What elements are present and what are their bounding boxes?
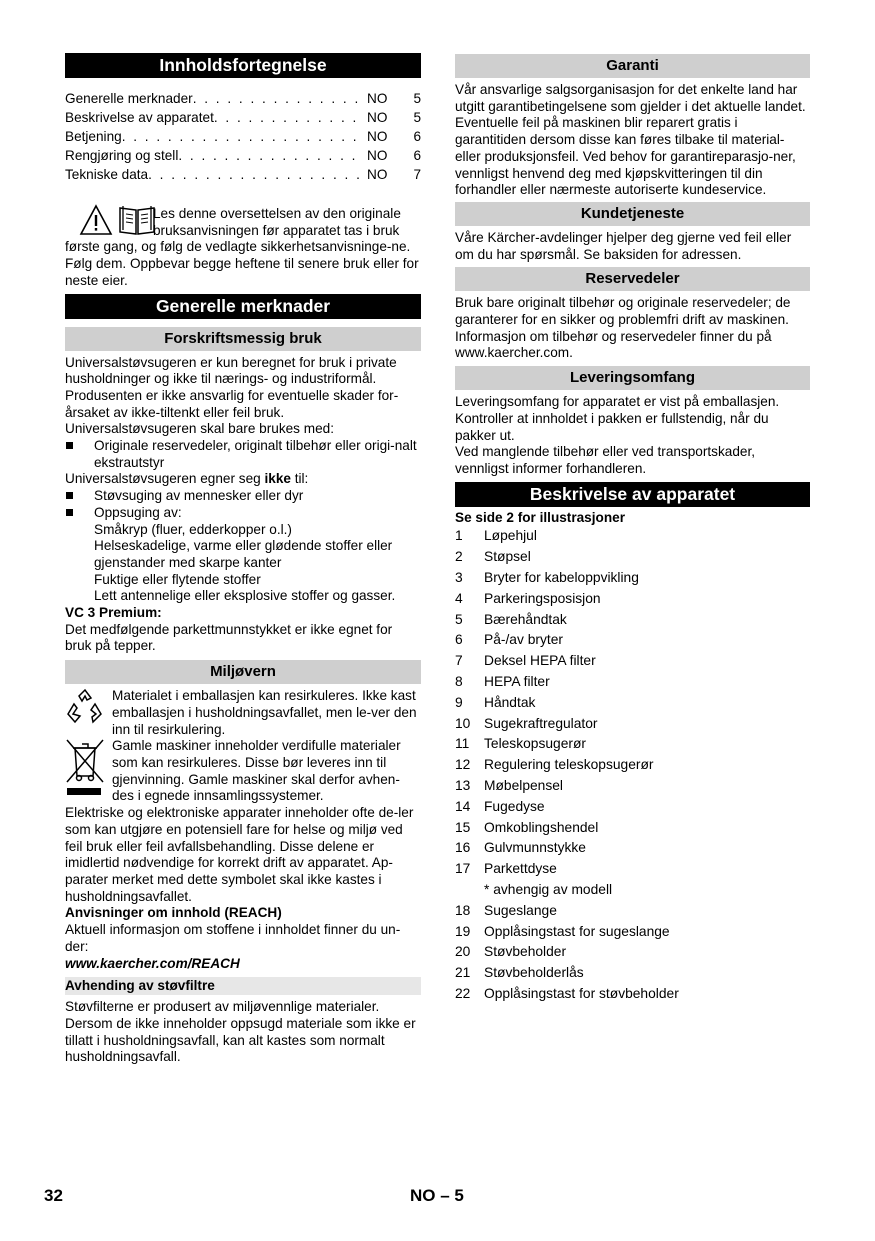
warning-triangle-icon bbox=[79, 204, 113, 236]
list-item-number: 10 bbox=[455, 715, 471, 731]
list-item-label: HEPA filter bbox=[484, 673, 550, 689]
list-item-label: Møbelpensel bbox=[484, 777, 563, 793]
list-item bbox=[455, 901, 810, 922]
list-item bbox=[455, 734, 810, 755]
list-item bbox=[455, 797, 810, 818]
reach-text: Aktuell informasjon om stoffene i innholdet finner du un-der: bbox=[65, 922, 401, 954]
list-item-label: Løpehjul bbox=[484, 528, 537, 544]
list-item bbox=[455, 568, 810, 589]
bullet-item: Støvsuging av mennesker eller dyr bbox=[65, 488, 421, 505]
list-item-label: Fugedyse bbox=[484, 798, 545, 814]
delivery-heading: Leveringsomfang bbox=[455, 366, 810, 390]
list-item-number: 5 bbox=[455, 611, 463, 627]
list-item-label: Deksel HEPA filter bbox=[484, 653, 596, 669]
list-item bbox=[455, 776, 810, 797]
list-item bbox=[455, 526, 810, 547]
list-item bbox=[455, 838, 810, 859]
toc-entry[interactable]: Tekniske data . . . NO 7 bbox=[65, 165, 421, 184]
list-item-number: 17 bbox=[455, 861, 471, 877]
warranty-heading: Garanti bbox=[455, 54, 810, 78]
recycle-icon bbox=[65, 688, 105, 728]
list-item-number: 22 bbox=[455, 985, 471, 1001]
intended-use-heading: Forskriftsmessig bruk bbox=[65, 327, 421, 351]
list-item bbox=[455, 984, 810, 1005]
toc-entry[interactable]: Generelle merknader . . . NO 5 bbox=[65, 89, 421, 108]
list-item bbox=[455, 693, 810, 714]
reach-title: Anvisninger om innhold (REACH) bbox=[65, 905, 282, 921]
toc-list bbox=[65, 86, 421, 184]
list-item-label: Støvbeholder bbox=[484, 944, 567, 960]
right-column bbox=[455, 53, 810, 1005]
warning-line-1: Les denne oversettelsen av den originale bbox=[153, 206, 401, 221]
list-item-label: Støpsel bbox=[484, 549, 531, 565]
toc-entry[interactable]: Betjening . . . NO 6 bbox=[65, 127, 421, 146]
list-item-number: 21 bbox=[455, 965, 471, 981]
disposal-text: Støvfilterne er produsert av miljøvennlige materialer. Dersom de ikke inneholder oppsugd materiale som ikke er tillatt i husholdningsavfall, kan alt kastes som normalt husholdningsavfall. bbox=[65, 999, 416, 1065]
list-item-label: * avhengig av modell bbox=[484, 881, 613, 897]
model-text: Det medfølgende parkettmunnstykket er ikke egnet for bruk på tepper. bbox=[65, 621, 393, 654]
list-item bbox=[455, 630, 810, 651]
list-item-number: 20 bbox=[455, 944, 471, 960]
warranty-text: Vår ansvarlige salgsorganisasjon for det enkelte land har utgitt garantibetingelsene som gjelder i det aktuelle landet. Eventuelle feil på maskinen blir reparert gratis i garantitiden dersom disse kan føres tilbake til material-eller produksjonsfeil. Ved behov for garantireparasjo-ner, vennligst henvend deg med kjøpskvitteringen til din forhandler eller nærmeste autoriserte kundeservice. bbox=[455, 82, 806, 198]
list-item-number: 8 bbox=[455, 673, 463, 689]
disposal-heading: Avhending av støvfiltre bbox=[65, 977, 421, 995]
bullet-item: Originale reservedeler, originalt tilbehør eller origi-nalt ekstrautstyr bbox=[65, 438, 421, 471]
list-item bbox=[455, 672, 810, 693]
service-text: Våre Kärcher-avdelinger hjelper deg gjerne ved feil eller om du har spørsmål. Se baksiden for adressen. bbox=[455, 229, 792, 262]
sub-item: Fuktige eller flytende stoffer bbox=[94, 571, 261, 587]
sub-item: Småkryp (fluer, edderkopper o.l.) bbox=[94, 521, 292, 537]
reach-link[interactable]: www.kaercher.com/REACH bbox=[65, 956, 240, 972]
toc-entry[interactable]: Beskrivelse av apparatet . . . NO 5 bbox=[65, 108, 421, 127]
spare-parts-text: Bruk bare originalt tilbehør og originale reservedeler; de garanterer for en sikker og problemfri drift av maskinen. Informasjon om tilbehør og reservedeler finner du på www.kaercher.com. bbox=[455, 295, 791, 361]
warning-icons bbox=[79, 204, 157, 236]
toc-heading: Innholdsfortegnelse bbox=[65, 53, 421, 78]
list-item-label: Regulering teleskopsugerør bbox=[484, 757, 654, 773]
toc-entry[interactable]: Rengjøring og stell . . . NO 6 bbox=[65, 146, 421, 165]
intended-use-p3: Universalstøvsugeren egner seg ikke til: bbox=[65, 471, 309, 487]
list-item bbox=[455, 922, 810, 943]
list-item-number: 13 bbox=[455, 777, 471, 793]
list-item-label: Omkoblingshendel bbox=[484, 819, 599, 835]
list-item bbox=[455, 547, 810, 568]
list-item-number: 7 bbox=[455, 653, 463, 669]
list-item-number: 3 bbox=[455, 569, 463, 585]
general-heading: Generelle merknader bbox=[65, 294, 421, 319]
list-item-number: 9 bbox=[455, 694, 463, 710]
list-item-number: 11 bbox=[455, 736, 470, 752]
list-item-label: Teleskopsugerør bbox=[484, 736, 586, 752]
list-item-number: 15 bbox=[455, 819, 471, 835]
list-item-label: Håndtak bbox=[484, 694, 536, 710]
bullet-item: Oppsuging av: bbox=[65, 505, 421, 522]
list-item-number: 12 bbox=[455, 757, 471, 773]
list-item bbox=[455, 610, 810, 631]
crossed-bin-icon bbox=[65, 738, 105, 800]
environment-heading: Miljøvern bbox=[65, 660, 421, 684]
intended-use-p2: Universalstøvsugeren skal bare brukes med: bbox=[65, 421, 334, 437]
delivery-text-2: Ved manglende tilbehør eller ved transportskader, vennligst informer forhandleren. bbox=[455, 444, 755, 476]
list-item bbox=[455, 755, 810, 776]
list-item-number bbox=[455, 880, 484, 901]
list-item-number: 16 bbox=[455, 840, 471, 856]
recycle-note: Materialet i emballasjen kan resirkuleres. Ikke kast emballasjen i husholdningsavfallet, men le-ver den inn til resirkulering. bbox=[65, 688, 421, 738]
list-item-label: På-/av bryter bbox=[484, 632, 563, 648]
sub-item: Lett antennelige eller eksplosive stoffer og gasser. bbox=[94, 588, 396, 604]
description-heading: Beskrivelse av apparatet bbox=[455, 482, 810, 507]
list-item-label: Parkettdyse bbox=[484, 861, 557, 877]
page-number: 32 bbox=[44, 1186, 63, 1205]
delivery-text-1: Leveringsomfang for apparatet er vist på emballasjen. Kontroller at innholdet i pakken er fullstendig, når du pakker ut. bbox=[455, 394, 780, 443]
list-item-number: 14 bbox=[455, 798, 471, 814]
service-heading: Kundetjeneste bbox=[455, 202, 810, 226]
list-item-label: Støvbeholderlås bbox=[484, 965, 584, 981]
warning-text: første gang, og følg de vedlagte sikkerhetsanvisninge-ne. Følg dem. Oppbevar begge heftene til senere bruk eller for neste eier. bbox=[65, 239, 419, 288]
list-item-label: Gulvmunnstykke bbox=[484, 840, 586, 856]
list-item-label: Bærehåndtak bbox=[484, 611, 567, 627]
weee-note: Gamle maskiner inneholder verdifulle materialer som kan resirkuleres. Disse bør leveres inn til gjenvinning. Gamle maskiner skal derfor avhen-des i egnede innsamlingssystemer. bbox=[65, 738, 421, 805]
list-item bbox=[455, 859, 810, 880]
list-item-number: 2 bbox=[455, 549, 463, 565]
list-item-label: Parkeringsposisjon bbox=[484, 590, 601, 606]
list-item-label: Opplåsingstast for støvbeholder bbox=[484, 985, 679, 1001]
electric-text: Elektriske og elektroniske apparater inneholder ofte de-ler som kan utgjøre en potensiell fare for helse og miljø ved feil bruk eller feil avfallsbehandling. Disse delene er imidlertid nødvendige for korrekt drift av apparatet. Ap-parater merket med dette symbolet skal ikke kastes i husholdningsavfallet. bbox=[65, 805, 414, 904]
warning-note bbox=[65, 206, 421, 239]
list-item-number: 4 bbox=[455, 590, 463, 606]
list-item bbox=[455, 651, 810, 672]
list-item-number: 18 bbox=[455, 902, 471, 918]
manual-book-icon bbox=[117, 204, 157, 236]
list-item bbox=[455, 714, 810, 735]
spare-parts-heading: Reservedeler bbox=[455, 267, 810, 291]
list-item-label: Sugekraftregulator bbox=[484, 715, 598, 731]
list-item bbox=[455, 818, 810, 839]
description-subtitle: Se side 2 for illustrasjoner bbox=[455, 509, 625, 525]
list-item-label: Opplåsingstast for sugeslange bbox=[484, 923, 670, 939]
model-label: VC 3 Premium: bbox=[65, 605, 162, 621]
list-item-label: Bryter for kabeloppvikling bbox=[484, 569, 639, 585]
list-item-number: 6 bbox=[455, 632, 463, 648]
list-item bbox=[455, 589, 810, 610]
sub-item: Helseskadelige, varme eller glødende stoffer eller gjenstander med skarpe kanter bbox=[94, 538, 393, 570]
list-item-label: Sugeslange bbox=[484, 902, 557, 918]
list-item bbox=[455, 942, 810, 963]
parts-list bbox=[455, 526, 810, 1004]
section-label: NO – 5 bbox=[410, 1186, 464, 1205]
list-item-number: 1 bbox=[455, 528, 463, 544]
list-item-number: 19 bbox=[455, 923, 471, 939]
list-item bbox=[455, 880, 810, 901]
list-item bbox=[455, 963, 810, 984]
intended-use-p1: Universalstøvsugeren er kun beregnet for bruk i private husholdninger og ikke til nærings- og industriformål. Produsenten er ikke ansvarlig for eventuelle skader for-årsaket av ikke-tiltenkt eller feil bruk. bbox=[65, 354, 399, 420]
left-column bbox=[65, 53, 421, 1066]
warning-line-2: bruksanvisningen før apparatet tas i bruk bbox=[153, 222, 400, 238]
